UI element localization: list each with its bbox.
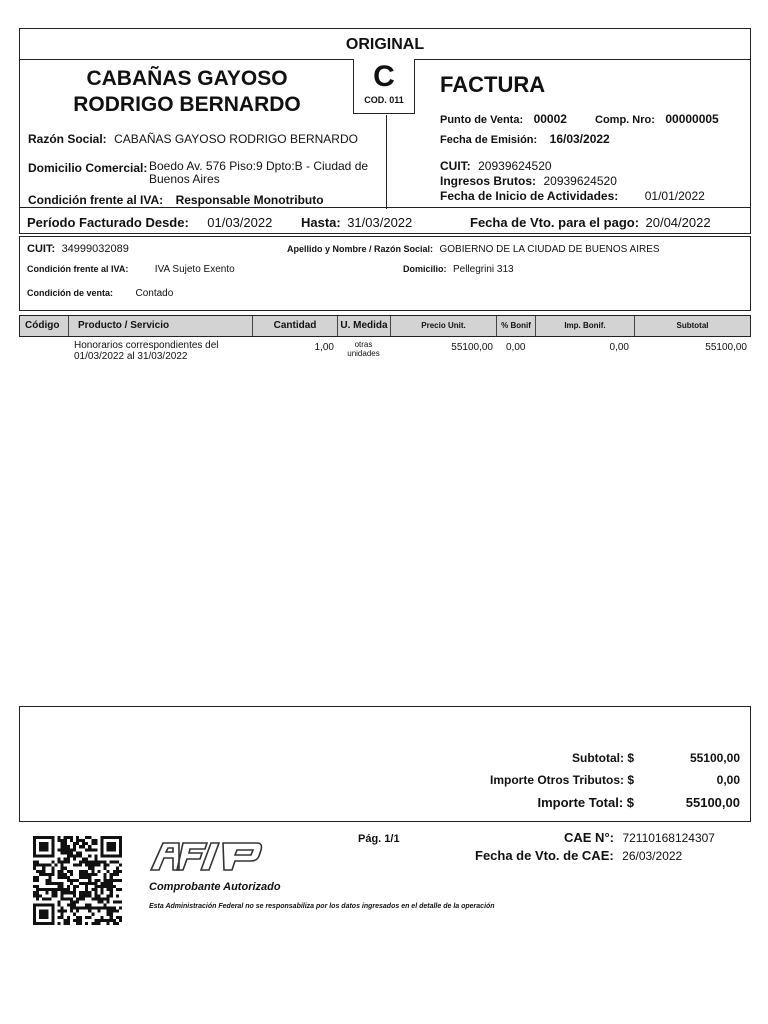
invoice-cuit-label: CUIT: — [440, 159, 471, 173]
row-bonif-pct: 0,00 — [506, 342, 526, 353]
period-desde-value: 01/03/2022 — [207, 215, 273, 230]
invoice-comp-label: Comp. Nro: — [595, 114, 655, 126]
th-codigo: Código — [20, 316, 69, 336]
totals-otros-value: 0,00 — [716, 773, 740, 787]
table-row — [19, 340, 751, 366]
period-desde — [27, 214, 272, 232]
afip-logo — [149, 840, 265, 872]
client-cuit-value: 34999032089 — [61, 243, 129, 255]
invoice-inicio — [440, 187, 705, 205]
client-box — [19, 236, 751, 311]
client-domicilio — [403, 259, 514, 277]
issuer-name — [22, 66, 352, 118]
copy-label: ORIGINAL — [345, 36, 425, 53]
doc-type-code: COD. 011 — [364, 95, 404, 105]
issuer-name-line1: CABAÑAS GAYOSO — [86, 67, 288, 90]
client-nombre-label: Apellido y Nombre / Razón Social: — [287, 244, 434, 254]
period-vto-value: 20/04/2022 — [645, 215, 711, 230]
qr-code — [33, 836, 122, 925]
client-domicilio-value: Pellegrini 313 — [452, 264, 514, 275]
client-cuit — [27, 239, 129, 257]
invoice-pv-value: 00002 — [533, 112, 567, 126]
row-medida-line1: otras — [354, 340, 373, 349]
row-precio: 55100,00 — [451, 342, 493, 353]
client-nombre — [287, 239, 660, 257]
row-producto-line2: 01/03/2022 al 31/03/2022 — [74, 351, 188, 362]
cae-vto-value: 26/03/2022 — [622, 849, 683, 863]
totals-otros-label: Importe Otros Tributos: $ — [489, 773, 634, 787]
row-imp-bonif: 0,00 — [609, 342, 629, 353]
issuer-domicilio-label: Domicilio Comercial: — [28, 161, 148, 175]
client-venta-value: Contado — [135, 288, 174, 299]
client-venta — [27, 283, 173, 301]
invoice-fecha-value: 16/03/2022 — [549, 132, 610, 146]
client-domicilio-label: Domicilio: — [403, 264, 447, 274]
invoice-pv — [440, 110, 567, 128]
period-desde-label: Período Facturado Desde: — [27, 215, 189, 230]
issuer-name-line2: RODRIGO BERNARDO — [73, 93, 301, 116]
invoice-comp — [595, 110, 719, 128]
row-producto-line1: Honorarios correspondientes del — [74, 340, 219, 351]
invoice-ib-value: 20939624520 — [543, 174, 617, 188]
header-divider — [386, 115, 387, 209]
client-iva-label: Condición frente al IVA: — [27, 264, 129, 274]
issuer-razon — [28, 130, 358, 148]
client-nombre-value: GOBIERNO DE LA CIUDAD DE BUENOS AIRES — [439, 244, 660, 255]
totals-subtotal-label: Subtotal: $ — [572, 751, 634, 765]
cae-label: CAE N°: — [564, 830, 614, 845]
client-venta-label: Condición de venta: — [27, 288, 114, 298]
th-precio: Precio Unit. — [391, 316, 497, 336]
th-subtotal: Subtotal — [676, 321, 709, 330]
row-producto — [74, 340, 219, 362]
items-table-header — [19, 315, 751, 337]
issuer-razon-label: Razón Social: — [28, 132, 107, 146]
totals-total-value: 55100,00 — [685, 795, 740, 810]
cae-vto — [475, 847, 682, 865]
invoice-title: FACTURA — [440, 72, 546, 97]
doc-type-box — [353, 59, 415, 114]
disclaimer: Esta Administración Federal no se responsabiliza por los datos ingresados en el detalle de la operación — [149, 903, 495, 910]
page-number: Pág. 1/1 — [358, 833, 400, 845]
totals-subtotal-value: 55100,00 — [689, 751, 740, 765]
afip-logo-image — [149, 840, 265, 872]
invoice-inicio-label: Fecha de Inicio de Actividades: — [440, 189, 619, 203]
invoice-pv-label: Punto de Venta: — [440, 114, 524, 126]
row-cantidad: 1,00 — [314, 342, 334, 353]
period-box — [19, 207, 751, 234]
issuer-iva-value: Responsable Monotributo — [175, 193, 324, 207]
row-medida-line2: unidades — [347, 349, 380, 358]
cae-vto-label: Fecha de Vto. de CAE: — [475, 848, 614, 863]
issuer-domicilio-value — [149, 160, 368, 186]
client-iva — [27, 259, 235, 277]
period-hasta-label: Hasta: — [301, 215, 341, 230]
row-subtotal: 55100,00 — [705, 342, 747, 353]
totals-total-label: Importe Total: $ — [537, 795, 634, 810]
row-medida — [337, 340, 390, 358]
cae-value: 72110168124307 — [622, 831, 715, 845]
totals-box — [19, 706, 751, 822]
invoice-cuit-value: 20939624520 — [478, 159, 552, 173]
invoice-fecha — [440, 130, 610, 148]
th-producto: Producto / Servicio — [69, 316, 253, 336]
invoice-inicio-value: 01/01/2022 — [644, 189, 705, 203]
th-medida: U. Medida — [338, 316, 391, 336]
period-vto — [470, 214, 711, 232]
issuer-razon-value: CABAÑAS GAYOSO RODRIGO BERNARDO — [114, 132, 358, 146]
client-iva-value: IVA Sujeto Exento — [154, 264, 235, 275]
period-hasta — [301, 214, 412, 232]
invoice-comp-value: 00000005 — [665, 112, 719, 126]
client-cuit-label: CUIT: — [27, 243, 56, 255]
issuer-domicilio-line1: Boedo Av. 576 Piso:9 Dpto:B - Ciudad de — [149, 159, 369, 173]
issuer-domicilio-line2: Buenos Aires — [149, 172, 220, 186]
invoice-fecha-label: Fecha de Emisión: — [440, 134, 538, 146]
autorizado: Comprobante Autorizado — [149, 881, 281, 893]
copy-label-box — [19, 28, 751, 60]
th-bonif-pct: % Bonif — [497, 316, 536, 336]
invoice-ib-label: Ingresos Brutos: — [440, 174, 537, 188]
th-cantidad: Cantidad — [253, 316, 338, 336]
issuer-iva-label: Condición frente al IVA: — [28, 193, 164, 207]
qr-code-image — [33, 836, 122, 925]
period-vto-label: Fecha de Vto. para el pago: — [470, 215, 640, 230]
doc-type-letter: C — [373, 60, 395, 93]
th-imp-bonif: Imp. Bonif. — [536, 316, 635, 336]
period-hasta-value: 31/03/2022 — [347, 215, 413, 230]
cae — [564, 829, 715, 847]
